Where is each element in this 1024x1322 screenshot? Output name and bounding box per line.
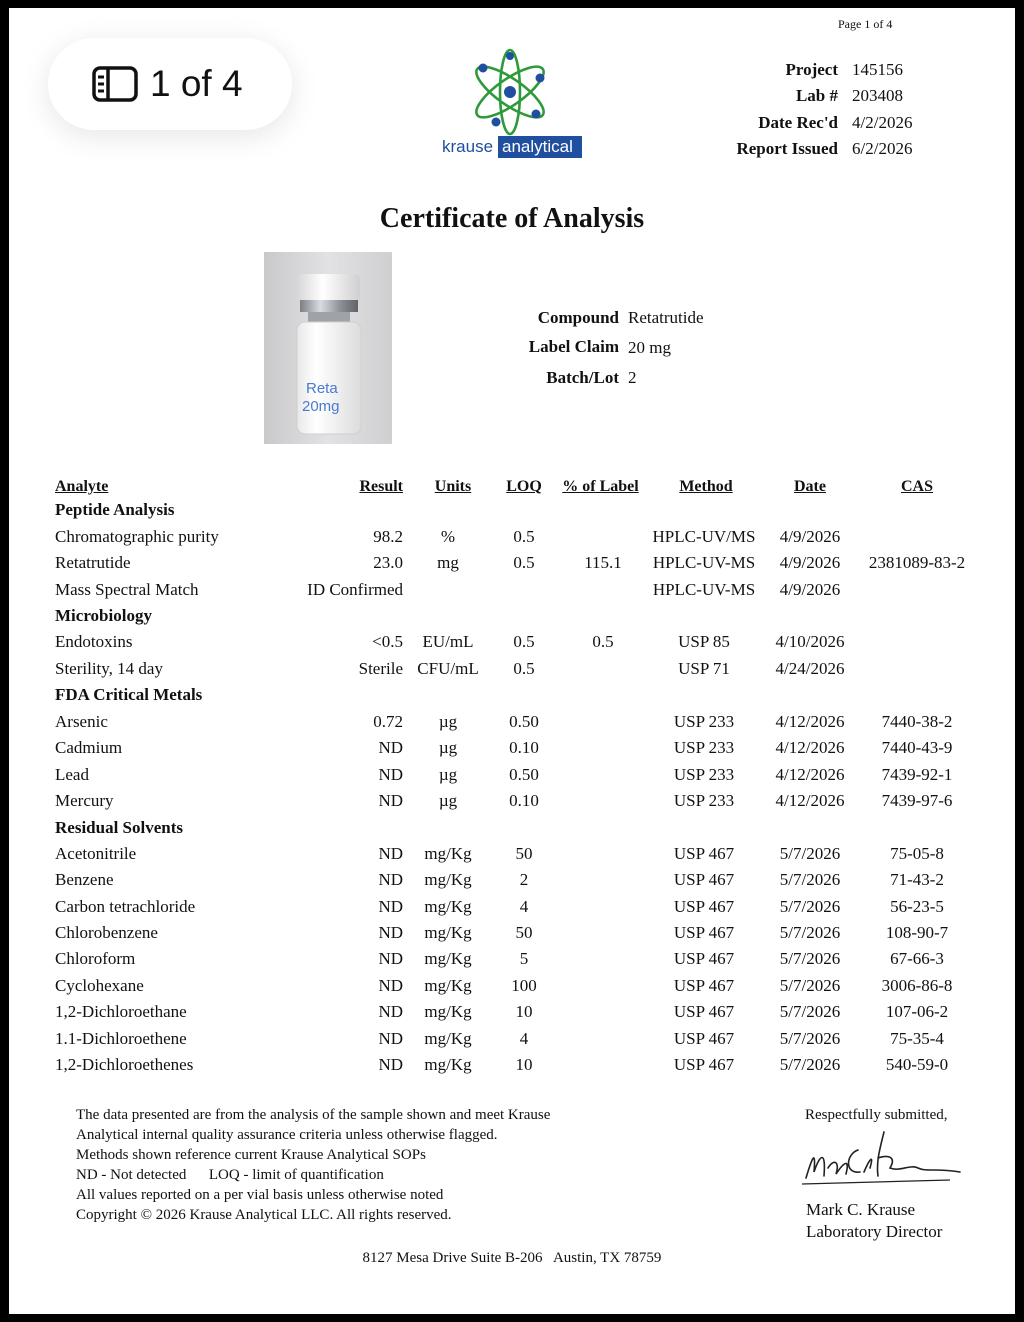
cell-method: USP 467 xyxy=(673,870,735,889)
batch-lot-value: 2 xyxy=(628,368,637,387)
cell-analyte: Endotoxins xyxy=(55,632,133,651)
cell-cas: 7439-97-6 xyxy=(881,791,953,810)
cell-date: 5/7/2026 xyxy=(779,1002,841,1021)
cell-date: 4/12/2026 xyxy=(775,765,845,784)
pages-icon xyxy=(92,66,138,102)
compound-value: Retatrutide xyxy=(628,308,704,327)
cell-date: 5/7/2026 xyxy=(779,923,841,942)
cell-method: USP 467 xyxy=(673,1002,735,1021)
signature-closing: Respectfully submitted, xyxy=(805,1107,948,1123)
cell-loq: 50 xyxy=(515,844,533,863)
cell-units: % xyxy=(440,527,456,546)
cell-loq: 0.5 xyxy=(513,553,535,572)
cell-method: USP 467 xyxy=(673,923,735,942)
cell-result: ID Confirmed xyxy=(307,580,403,599)
cell-units: EU/mL xyxy=(422,632,474,651)
cell-date: 4/9/2026 xyxy=(779,527,841,546)
header-cas: CAS xyxy=(900,478,933,495)
section-heading: Residual Solvents xyxy=(55,818,183,837)
cell-loq: 10 xyxy=(515,1002,533,1021)
cell-date: 4/10/2026 xyxy=(775,632,845,651)
cell-loq: 50 xyxy=(515,923,533,942)
cell-units: mg/Kg xyxy=(424,1002,472,1021)
logo-word-krause: krause xyxy=(442,137,494,156)
cell-date: 5/7/2026 xyxy=(779,976,841,995)
cell-loq: 4 xyxy=(519,1029,529,1048)
header-units: Units xyxy=(434,478,472,495)
cell-date: 5/7/2026 xyxy=(779,949,841,968)
cell-cas: 56-23-5 xyxy=(890,897,944,916)
cell-units: µg xyxy=(438,738,458,757)
footer-note: Methods shown reference current Krause Analytical SOPs xyxy=(76,1147,426,1163)
header-date: Date xyxy=(794,478,826,495)
cell-date: 5/7/2026 xyxy=(779,844,841,863)
cell-loq: 0.50 xyxy=(509,765,539,784)
cell-method: USP 467 xyxy=(673,1055,735,1074)
cell-loq: 0.10 xyxy=(509,738,539,757)
cell-analyte: Retatrutide xyxy=(55,553,131,572)
header-result: Result xyxy=(359,478,403,495)
cell-units: µg xyxy=(438,791,458,810)
cell-cas: 7440-43-9 xyxy=(881,738,953,757)
cell-result: ND xyxy=(378,791,403,810)
cell-loq: 10 xyxy=(515,1055,533,1074)
cell-loq: 0.10 xyxy=(509,791,539,810)
vial-photo xyxy=(264,252,392,444)
cell-result: ND xyxy=(378,1002,403,1021)
cell-cas: 540-59-0 xyxy=(885,1055,949,1074)
document-title: Certificate of Analysis xyxy=(379,203,645,234)
cell-date: 5/7/2026 xyxy=(779,870,841,889)
meta-value: 4/2/2026 xyxy=(852,113,913,132)
cell-date: 4/9/2026 xyxy=(779,553,841,572)
cell-analyte: Acetonitrile xyxy=(55,844,137,863)
handwritten-signature xyxy=(800,1128,968,1192)
batch-lot-label: Batch/Lot xyxy=(546,368,619,387)
lab-address: 8127 Mesa Drive Suite B-206 Austin, TX 78759 xyxy=(362,1250,662,1266)
cell-loq: 5 xyxy=(519,949,529,968)
cell-units: µg xyxy=(438,712,458,731)
signer-name: Mark C. Krause xyxy=(806,1200,916,1219)
cell-units: mg/Kg xyxy=(424,1055,472,1074)
cell-analyte: Cyclohexane xyxy=(55,976,144,995)
cell-date: 5/7/2026 xyxy=(779,1055,841,1074)
compound-label: Compound xyxy=(537,308,619,327)
cell-analyte: Chlorobenzene xyxy=(55,923,158,942)
cell-loq: 0.50 xyxy=(509,712,539,731)
cell-cas: 107-06-2 xyxy=(885,1002,949,1021)
cell-cas: 7439-92-1 xyxy=(881,765,953,784)
footer-note: ND - Not detected LOQ - limit of quantification xyxy=(76,1167,384,1183)
cell-result: ND xyxy=(378,923,403,942)
cell-cas: 75-05-8 xyxy=(890,844,944,863)
cell-method: USP 233 xyxy=(673,765,735,784)
cell-units: mg/Kg xyxy=(424,976,472,995)
label-claim-label: Label Claim xyxy=(528,337,619,356)
cell-result: ND xyxy=(378,1029,403,1048)
cell-cas: 7440-38-2 xyxy=(881,712,953,731)
cell-analyte: 1,2-Dichloroethane xyxy=(55,1002,187,1021)
footer-note: Analytical internal quality assurance criteria unless otherwise flagged. xyxy=(76,1127,498,1143)
label-claim-value: 20 mg xyxy=(628,338,671,357)
cell-result: 0.72 xyxy=(373,712,403,731)
vial-label-line2: 20mg xyxy=(302,398,340,415)
signer-role: Laboratory Director xyxy=(806,1222,943,1241)
meta-label: Lab # xyxy=(795,86,838,105)
cell-pct-label: 0.5 xyxy=(592,632,614,651)
section-heading: Peptide Analysis xyxy=(55,500,175,519)
meta-label: Report Issued xyxy=(736,139,838,158)
page-indicator-pill[interactable] xyxy=(48,38,292,130)
cell-analyte: Mass Spectral Match xyxy=(55,580,199,599)
cell-date: 4/9/2026 xyxy=(779,580,841,599)
cell-method: USP 85 xyxy=(678,632,730,651)
vial-label-line1: Reta xyxy=(306,380,338,397)
cell-cas: 108-90-7 xyxy=(885,923,949,942)
cell-result: <0.5 xyxy=(372,632,403,651)
cell-date: 4/12/2026 xyxy=(775,712,845,731)
meta-value: 6/2/2026 xyxy=(852,139,913,158)
cell-method: USP 467 xyxy=(673,897,735,916)
cell-result: ND xyxy=(378,765,403,784)
section-heading: FDA Critical Metals xyxy=(55,685,203,704)
logo-word-analytical: analytical xyxy=(502,137,573,156)
cell-method: USP 467 xyxy=(673,949,735,968)
section-heading: Microbiology xyxy=(55,606,152,625)
cell-method: USP 233 xyxy=(673,738,735,757)
cell-result: Sterile xyxy=(358,659,403,678)
cell-cas: 67-66-3 xyxy=(890,949,944,968)
cell-analyte: Carbon tetrachloride xyxy=(55,897,196,916)
cell-analyte: Arsenic xyxy=(55,712,108,731)
cell-analyte: Lead xyxy=(55,765,89,784)
cell-cas: 71-43-2 xyxy=(890,870,944,889)
cell-units: mg/Kg xyxy=(424,923,472,942)
cell-units: mg/Kg xyxy=(424,949,472,968)
cell-analyte: Chloroform xyxy=(55,949,136,968)
cell-loq: 4 xyxy=(519,897,529,916)
header-method: Method xyxy=(679,478,733,495)
cell-result: ND xyxy=(378,976,403,995)
cell-units: CFU/mL xyxy=(417,659,479,678)
cell-date: 4/12/2026 xyxy=(775,738,845,757)
meta-value: 145156 xyxy=(852,60,903,79)
cell-method: USP 233 xyxy=(673,712,735,731)
cell-loq: 100 xyxy=(511,976,537,995)
cell-analyte: Chromatographic purity xyxy=(55,527,219,546)
footer-note: All values reported on a per vial basis unless otherwise noted xyxy=(76,1187,444,1203)
cell-units: mg/Kg xyxy=(424,844,472,863)
cell-cas: 75-35-4 xyxy=(890,1029,944,1048)
footer-note: Copyright © 2026 Krause Analytical LLC. All rights reserved. xyxy=(76,1207,452,1223)
meta-label: Project xyxy=(785,60,838,79)
cell-loq: 0.5 xyxy=(513,659,535,678)
cell-result: ND xyxy=(378,949,403,968)
krause-analytical-logo xyxy=(440,48,586,160)
cell-cas: 2381089-83-2 xyxy=(868,553,966,572)
header-pct-label: % of Label xyxy=(562,478,639,495)
cell-method: HPLC-UV/MS xyxy=(652,527,756,546)
cell-pct-label: 115.1 xyxy=(584,553,622,572)
cell-analyte: Cadmium xyxy=(55,738,123,757)
cell-method: USP 233 xyxy=(673,791,735,810)
cell-analyte: 1,2-Dichloroethenes xyxy=(55,1055,194,1074)
cell-loq: 2 xyxy=(519,870,529,889)
cell-method: HPLC-UV-MS xyxy=(652,553,756,572)
cell-analyte: Mercury xyxy=(55,791,114,810)
cell-units: mg/Kg xyxy=(424,1029,472,1048)
cell-date: 4/12/2026 xyxy=(775,791,845,810)
cell-method: USP 71 xyxy=(678,659,730,678)
cell-method: USP 467 xyxy=(673,844,735,863)
meta-value: 203408 xyxy=(852,86,903,105)
cell-date: 5/7/2026 xyxy=(779,1029,841,1048)
header-loq: LOQ xyxy=(506,478,542,495)
cell-result: ND xyxy=(378,897,403,916)
cell-result: ND xyxy=(378,870,403,889)
cell-loq: 0.5 xyxy=(513,527,535,546)
cell-result: 23.0 xyxy=(373,553,403,572)
meta-label: Date Rec'd xyxy=(758,113,838,132)
cell-result: 98.2 xyxy=(373,527,403,546)
cell-units: µg xyxy=(438,765,458,784)
cell-method: USP 467 xyxy=(673,976,735,995)
cell-analyte: 1.1-Dichloroethene xyxy=(55,1029,187,1048)
footer-note: The data presented are from the analysis of the sample shown and meet Krause xyxy=(76,1107,551,1123)
cell-method: USP 467 xyxy=(673,1029,735,1048)
cell-analyte: Sterility, 14 day xyxy=(55,659,163,678)
cell-result: ND xyxy=(378,1055,403,1074)
cell-analyte: Benzene xyxy=(55,870,114,889)
cell-date: 4/24/2026 xyxy=(775,659,845,678)
cell-units: mg xyxy=(437,553,459,572)
page-label: Page 1 of 4 xyxy=(838,17,893,31)
cell-units: mg/Kg xyxy=(424,870,472,889)
cell-units: mg/Kg xyxy=(424,897,472,916)
page-indicator-text: 1 of 4 xyxy=(150,63,243,104)
cell-loq: 0.5 xyxy=(513,632,535,651)
cell-cas: 3006-86-8 xyxy=(881,976,953,995)
cell-result: ND xyxy=(378,844,403,863)
cell-result: ND xyxy=(378,738,403,757)
cell-method: HPLC-UV-MS xyxy=(652,580,756,599)
header-analyte: Analyte xyxy=(55,478,109,495)
cell-date: 5/7/2026 xyxy=(779,897,841,916)
